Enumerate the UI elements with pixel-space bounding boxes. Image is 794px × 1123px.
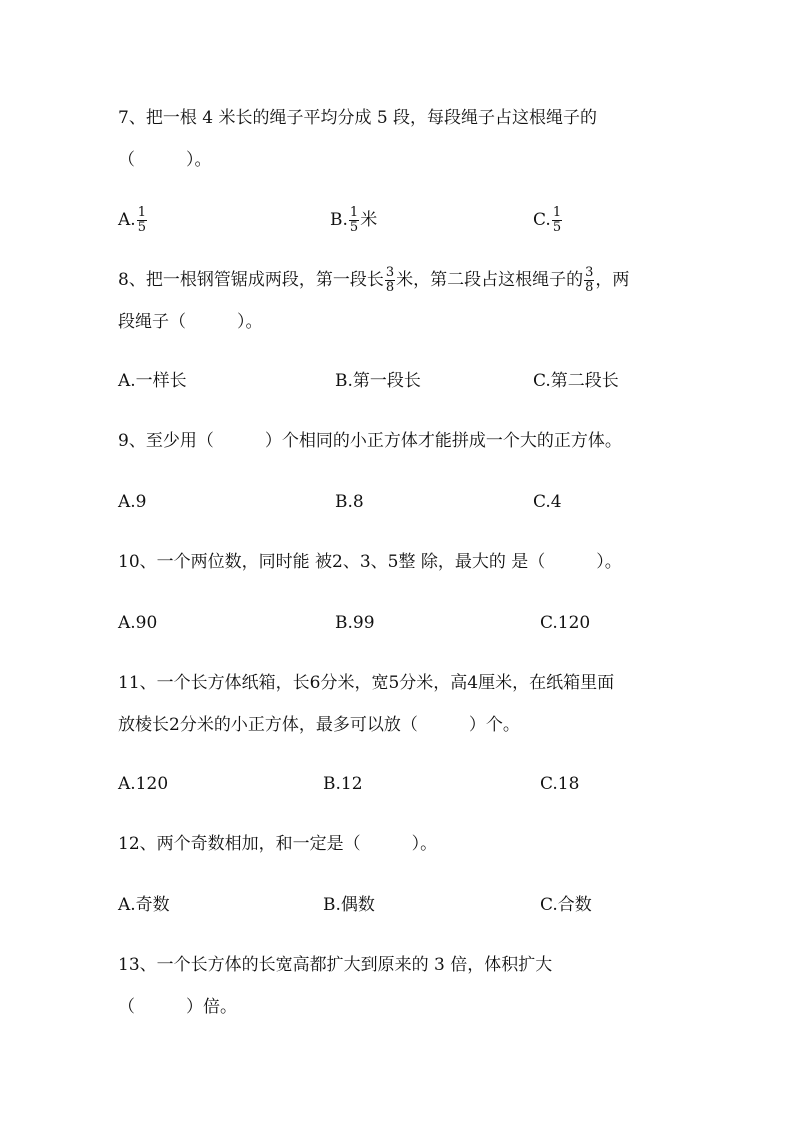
option-a-label: A.: [118, 210, 136, 230]
option-b-unit: 米: [360, 210, 378, 230]
question-7-option-b[interactable]: [330, 206, 377, 235]
question-12-option-b[interactable]: B.偶数: [323, 895, 375, 915]
question-10-option-a[interactable]: A.90: [118, 613, 158, 633]
question-9-option-a[interactable]: A.9: [118, 492, 147, 512]
question-12-option-c[interactable]: C.合数: [540, 895, 592, 915]
question-8-line-1: 8、把一根钢管锯成两段，第一段长 $\frac{3}{8}$ 米，第二段占这根绳子的 $\frac{3}{8}$ ，两: [118, 265, 630, 295]
question-9-option-b[interactable]: B.8: [335, 492, 364, 512]
fraction: $\frac{1}{5}$: [349, 205, 359, 235]
question-8-option-a[interactable]: A.一样长: [118, 371, 187, 391]
question-8-option-b[interactable]: B.第一段长: [335, 371, 421, 391]
fraction: $\frac{3}{8}$: [385, 265, 395, 295]
question-12-option-a[interactable]: A.奇数: [118, 895, 170, 915]
question-10-line-1: 10、一个两位数，同时能 被2、3、5整 除，最大的 是（ ）。: [118, 552, 622, 572]
question-9-option-c[interactable]: C.4: [533, 492, 562, 512]
question-11-line-1: 11、一个长方体纸箱，长6分米，宽5分米，高4厘米，在纸箱里面: [118, 673, 615, 693]
question-13-line-2: （ ）倍。: [118, 997, 237, 1017]
question-7-option-a[interactable]: [118, 206, 148, 235]
option-b-label: B.: [330, 210, 348, 230]
question-8-line-2: 段绳子（ ）。: [118, 312, 263, 332]
fraction: $\frac{1}{5}$: [552, 205, 562, 235]
option-c-label: C.: [533, 210, 551, 230]
question-13-line-1: 13、一个长方体的长宽高都扩大到原来的 3 倍，体积扩大: [118, 955, 553, 975]
question-7-line-2: （ ）。: [118, 150, 212, 170]
question-7-line-1: 7、把一根 4 米长的绳子平均分成 5 段，每段绳子占这根绳子的: [118, 108, 598, 128]
question-11-line-2: 放棱长2分米的小正方体，最多可以放（ ）个。: [118, 715, 520, 735]
question-11-option-c[interactable]: C.18: [540, 774, 580, 794]
question-10-option-c[interactable]: C.120: [540, 613, 591, 633]
question-9-line-1: 9、至少用（ ）个相同的小正方体才能拼成一个大的正方体。: [118, 431, 622, 451]
fraction: $\frac{3}{8}$: [585, 265, 594, 295]
question-10-option-b[interactable]: B.99: [335, 613, 375, 633]
question-8-option-c[interactable]: C.第二段长: [533, 371, 619, 391]
question-11-option-a[interactable]: A.120: [118, 774, 169, 794]
fraction: $\frac{1}{5}$: [137, 205, 146, 235]
question-12-line-1: 12、两个奇数相加，和一定是（ ）。: [118, 834, 438, 854]
question-7-option-c[interactable]: [533, 206, 563, 235]
question-11-option-b[interactable]: B.12: [323, 774, 363, 794]
